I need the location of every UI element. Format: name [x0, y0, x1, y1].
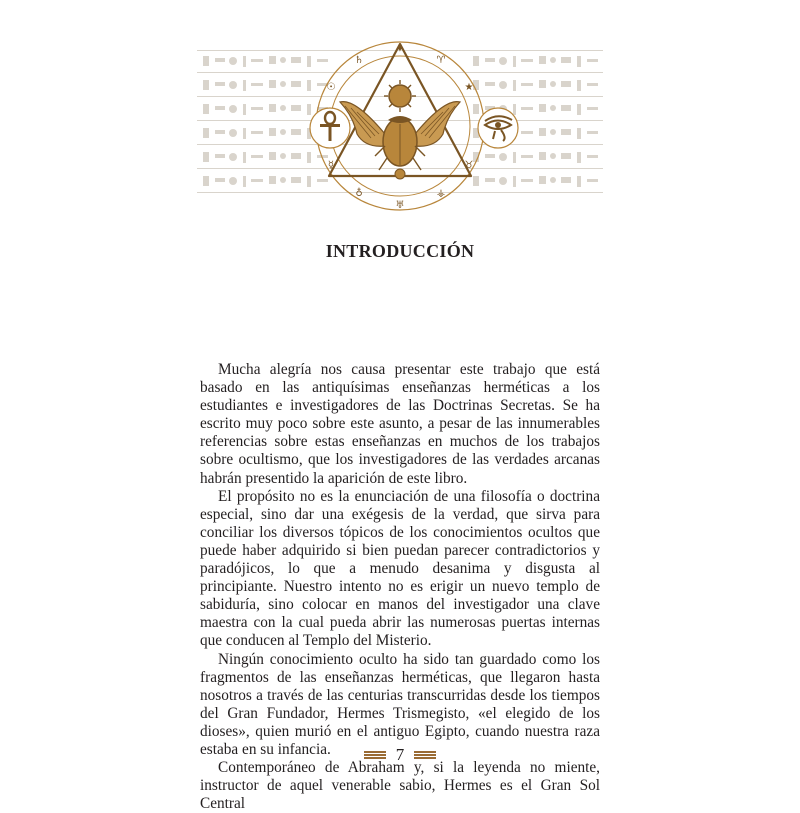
svg-text:☿: ☿ — [327, 160, 335, 171]
footer-ornament-right — [414, 750, 436, 760]
scarab-icon — [340, 102, 460, 179]
svg-text:♈: ♈ — [436, 55, 446, 66]
sun-disc-icon — [384, 80, 416, 112]
footer-ornament-left — [364, 750, 386, 760]
svg-text:✦: ✦ — [395, 44, 405, 55]
paragraph: Contemporáneo de Abraham y, si la leyenda no miente, instructor de aquel venerable sabio, Hermes es el Gran Sol Central — [200, 759, 600, 813]
paragraph: Ningún conocimiento oculto ha sido tan guardado como los fragmentos de las enseñanzas herméticas, que llegaron hasta nosotros a través de las centurias transcurridas desde los tiempos del Gran Fundador, Hermes Trismegisto, «el elegido de los dioses», quien murió en el antiguo Egipto, cuando nuestra raza estaba en su infancia. — [200, 650, 600, 758]
page-number: 7 — [395, 745, 405, 764]
ankh-icon — [310, 108, 350, 148]
svg-text:⚶: ⚶ — [436, 188, 446, 199]
paragraph: Mucha alegría nos causa presentar este trabajo que está basado en las antiquísimas enseñanzas herméticas a los estudiantes e investigadores de las Doctrinas Secretas. Se ha escrito muy poco sobre este asunto, a pesar de las innumerables referencias sobre estas enseñanzas en muchos de los trabajos sobre ocultismo, que los investigadores de las verdades arcanas habrán presentido la aparición de este libro. — [200, 361, 600, 487]
svg-text:♉: ♉ — [464, 160, 474, 171]
chapter-title: INTRODUCCIÓN — [325, 241, 475, 261]
svg-text:★: ★ — [464, 82, 474, 93]
svg-text:♄: ♄ — [354, 55, 364, 66]
header-illustration — [195, 38, 605, 213]
svg-text:♅: ♅ — [395, 200, 405, 211]
paragraph: El propósito no es la enunciación de una filosofía o doctrina especial, sino dar una exégesis de la verdad, que sirva para conciliar los diversos tópicos de los conocimientos ocultos que puede haber adquirido si bien puedan parecer contradictorios y paradójicos, lo que a menudo desanima y disgusta al principiante. Nuestro intento no es erigir un nuevo templo de sabiduría, sino colocar en manos del investigador una clave maestra con la cual pueda abrir las numerosas puertas internas que conducen al Templo del Misterio. — [200, 487, 600, 650]
svg-text:☉: ☉ — [326, 82, 336, 93]
page-footer — [0, 745, 800, 765]
svg-text:♁: ♁ — [355, 188, 363, 199]
eye-of-horus-icon — [478, 108, 518, 148]
